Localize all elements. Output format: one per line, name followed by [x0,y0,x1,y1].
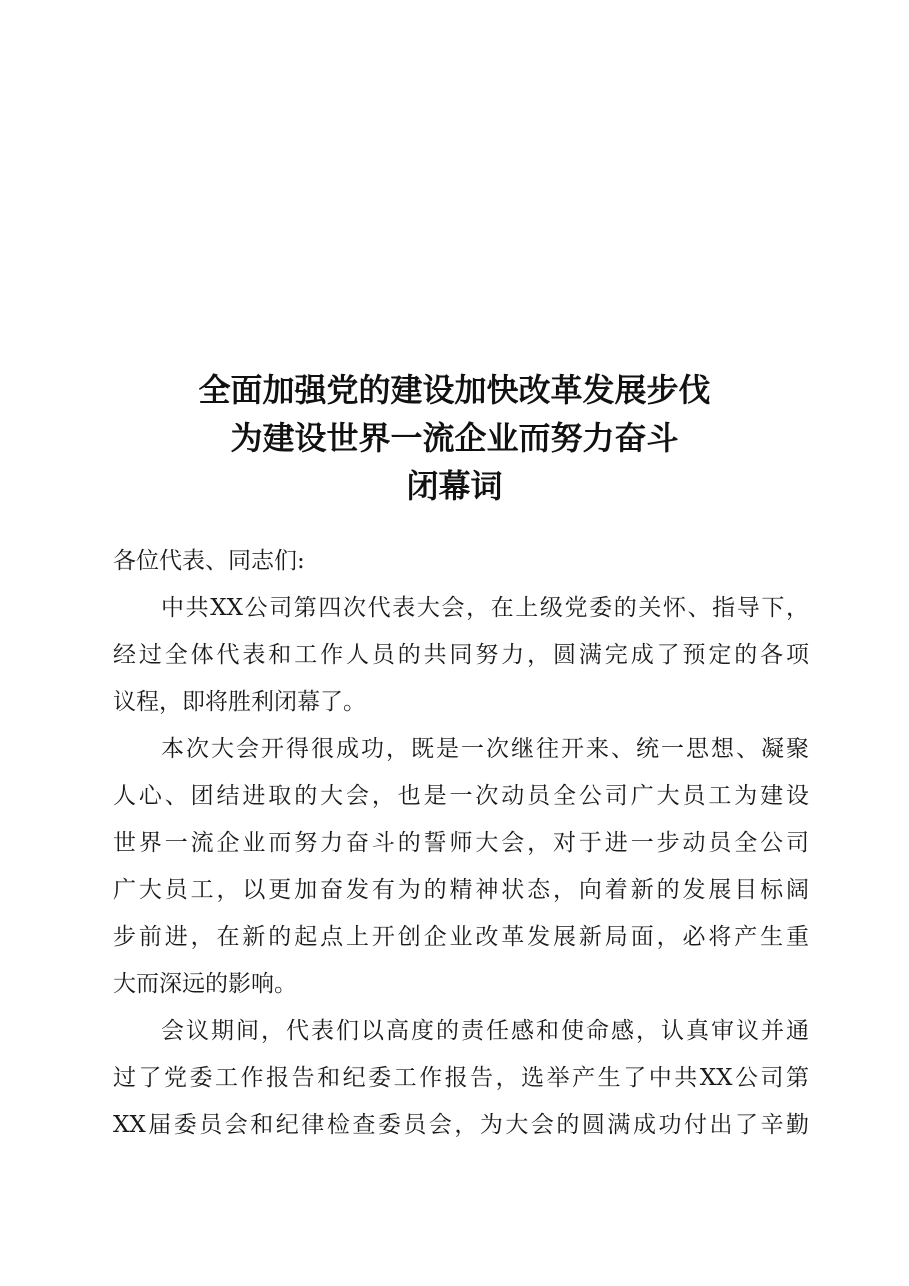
salutation: 各位代表、同志们: [113,548,305,574]
paragraph-2-line-4: 广大员工，以更加奋发有为的精神状态，向着新的发展目标阔 [113,877,809,903]
title-line-2: 为建设世界一流企业而努力奋斗 [230,419,679,457]
paragraph-2-line-3: 世界一流企业而努力奋斗的誓师大会，对于进一步动员全公司 [113,830,809,856]
paragraph-1-line-2: 经过全体代表和工作人员的共同努力，圆满完成了预定的各项 [113,642,809,668]
paragraph-2-line-5: 步前进，在新的起点上开创企业改革发展新局面，必将产生重 [113,924,809,950]
paragraph-3-line-3: XX届委员会和纪律检查委员会，为大会的圆满成功付出了辛勤 [113,1112,809,1138]
title-line-3: 闭幕词 [406,467,503,505]
document-title [0,366,909,510]
title-line-1: 全面加强党的建设加快改革发展步伐 [198,371,711,409]
paragraph-2-line-6: 大而深远的影响。 [113,971,297,997]
paragraph-2-line-1: 本次大会开得很成功，既是一次继往开来、统一思想、凝聚 [161,736,809,762]
document-body [113,538,809,1149]
paragraph-1-line-1: 中共XX公司第四次代表大会，在上级党委的关怀、指导下， [161,595,809,621]
paragraph-2-line-2: 人心、团结进取的大会，也是一次动员全公司广大员工为建设 [113,783,809,809]
paragraph-3-line-2: 过了党委工作报告和纪委工作报告，选举产生了中共XX公司第 [113,1065,809,1091]
paragraph-1-line-3: 议程，即将胜利闭幕了。 [113,689,366,715]
paragraph-3-line-1: 会议期间，代表们以高度的责任感和使命感，认真审议并通 [161,1018,809,1044]
